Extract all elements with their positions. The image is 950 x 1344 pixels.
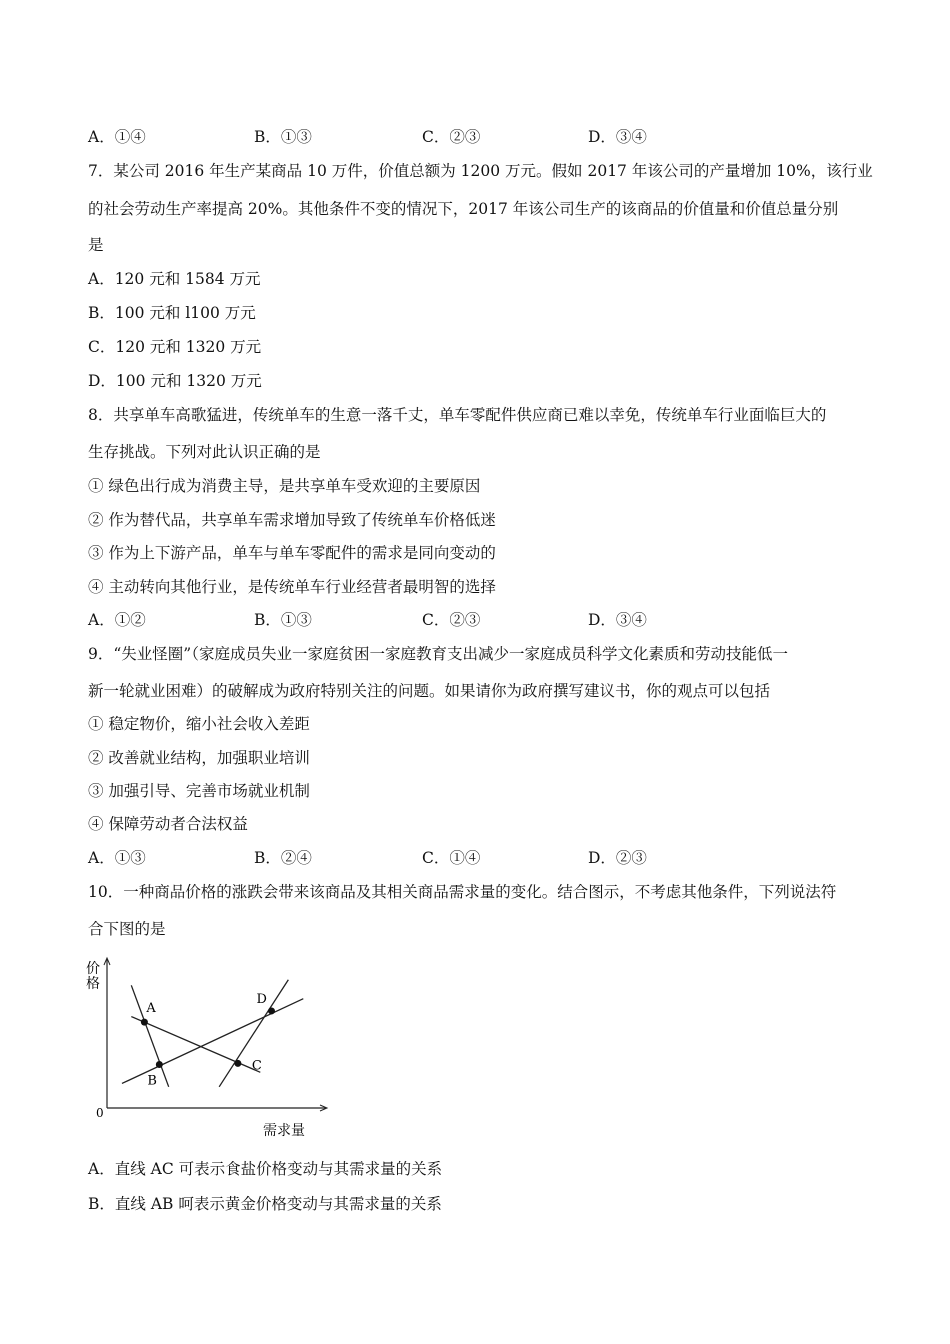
q9-option-d[interactable]: D．②③ xyxy=(588,849,647,867)
q8-item: ① 绿色出行成为消费主导，是共享单车受欢迎的主要原因 xyxy=(88,477,481,495)
q7-option-b[interactable]: B．100 元和 l100 万元 xyxy=(88,304,256,322)
y-axis-label-char: 格 xyxy=(86,976,100,992)
q10-stem-line: 合下图的是 xyxy=(88,920,166,938)
q9-item: ③ 加强引导、完善市场就业机制 xyxy=(88,782,310,800)
q6-option-c[interactable]: C．②③ xyxy=(422,128,481,146)
origin-label: 0 xyxy=(96,1106,104,1120)
q7-stem-line: 是 xyxy=(88,236,104,254)
q9-item: ② 改善就业结构，加强职业培训 xyxy=(88,749,310,767)
q8-option-b[interactable]: B．①③ xyxy=(254,611,312,629)
point-label-a: A xyxy=(146,1001,156,1017)
q9-option-a[interactable]: A．①③ xyxy=(88,849,146,867)
point-label-d: D xyxy=(256,991,267,1007)
q7-stem-line: 7．某公司 2016 年生产某商品 10 万件，价值总额为 1200 万元。假如 2017 年该公司的产量增加 10%，该行业 xyxy=(88,162,873,180)
point-a xyxy=(141,1019,148,1026)
x-axis-label: 需求量 xyxy=(263,1123,305,1139)
q8-stem-line: 8．共享单车高歌猛进，传统单车的生意一落千丈，单车零配件供应商已难以幸免，传统单车行业面临巨大的 xyxy=(88,406,827,424)
q8-item: ③ 作为上下游产品，单车与单车零配件的需求是同向变动的 xyxy=(88,544,496,562)
q7-option-c[interactable]: C．120 元和 1320 万元 xyxy=(88,338,262,356)
q7-stem-line: 的社会劳动生产率提高 20%。其他条件不变的情况下，2017 年该公司生产的该商品的价值量和价值总量分别 xyxy=(88,200,839,218)
q8-item: ④ 主动转向其他行业，是传统单车行业经营者最明智的选择 xyxy=(88,578,496,596)
point-b xyxy=(156,1061,163,1068)
q6-option-a[interactable]: A．①④ xyxy=(88,128,146,146)
q9-option-c[interactable]: C．①④ xyxy=(422,849,481,867)
q9-item: ① 稳定物价，缩小社会收入差距 xyxy=(88,715,310,733)
q10-option-a[interactable]: A．直线 AC 可表示食盐价格变动与其需求量的关系 xyxy=(88,1160,443,1178)
q7-option-d[interactable]: D．100 元和 1320 万元 xyxy=(88,372,262,390)
q7-option-a[interactable]: A．120 元和 1584 万元 xyxy=(88,270,261,288)
q9-stem-line: 9．“失业怪圈”（家庭成员失业一家庭贫困一家庭教育支出减少一家庭成员科学文化素质和劳动技能低一 xyxy=(88,645,788,663)
point-c xyxy=(234,1060,241,1067)
q8-item: ② 作为替代品，共享单车需求增加导致了传统单车价格低迷 xyxy=(88,511,496,529)
q10-option-b[interactable]: B．直线 AB 呵表示黄金价格变动与其需求量的关系 xyxy=(88,1195,442,1213)
q9-item: ④ 保障劳动者合法权益 xyxy=(88,815,248,833)
q8-stem-line: 生存挑战。下列对此认识正确的是 xyxy=(88,443,321,461)
q6-option-b[interactable]: B．①③ xyxy=(254,128,312,146)
q9-stem-line: 新一轮就业困难）的破解成为政府特别关注的问题。如果请你为政府撰写建议书，你的观点可以包括 xyxy=(88,682,771,700)
point-label-b: B xyxy=(147,1073,157,1089)
q8-option-c[interactable]: C．②③ xyxy=(422,611,481,629)
q10-stem-line: 10．一种商品价格的涨跌会带来该商品及其相关商品需求量的变化。结合图示，不考虑其他条件，下列说法符 xyxy=(88,883,837,901)
price-demand-chart xyxy=(80,955,330,1140)
point-label-c: C xyxy=(251,1058,262,1074)
point-d xyxy=(268,1007,275,1014)
q9-option-b[interactable]: B．②④ xyxy=(254,849,312,867)
y-axis-label-char: 价 xyxy=(86,961,100,977)
q8-option-a[interactable]: A．①② xyxy=(88,611,146,629)
q8-option-d[interactable]: D．③④ xyxy=(588,611,647,629)
q6-option-d[interactable]: D．③④ xyxy=(588,128,647,146)
